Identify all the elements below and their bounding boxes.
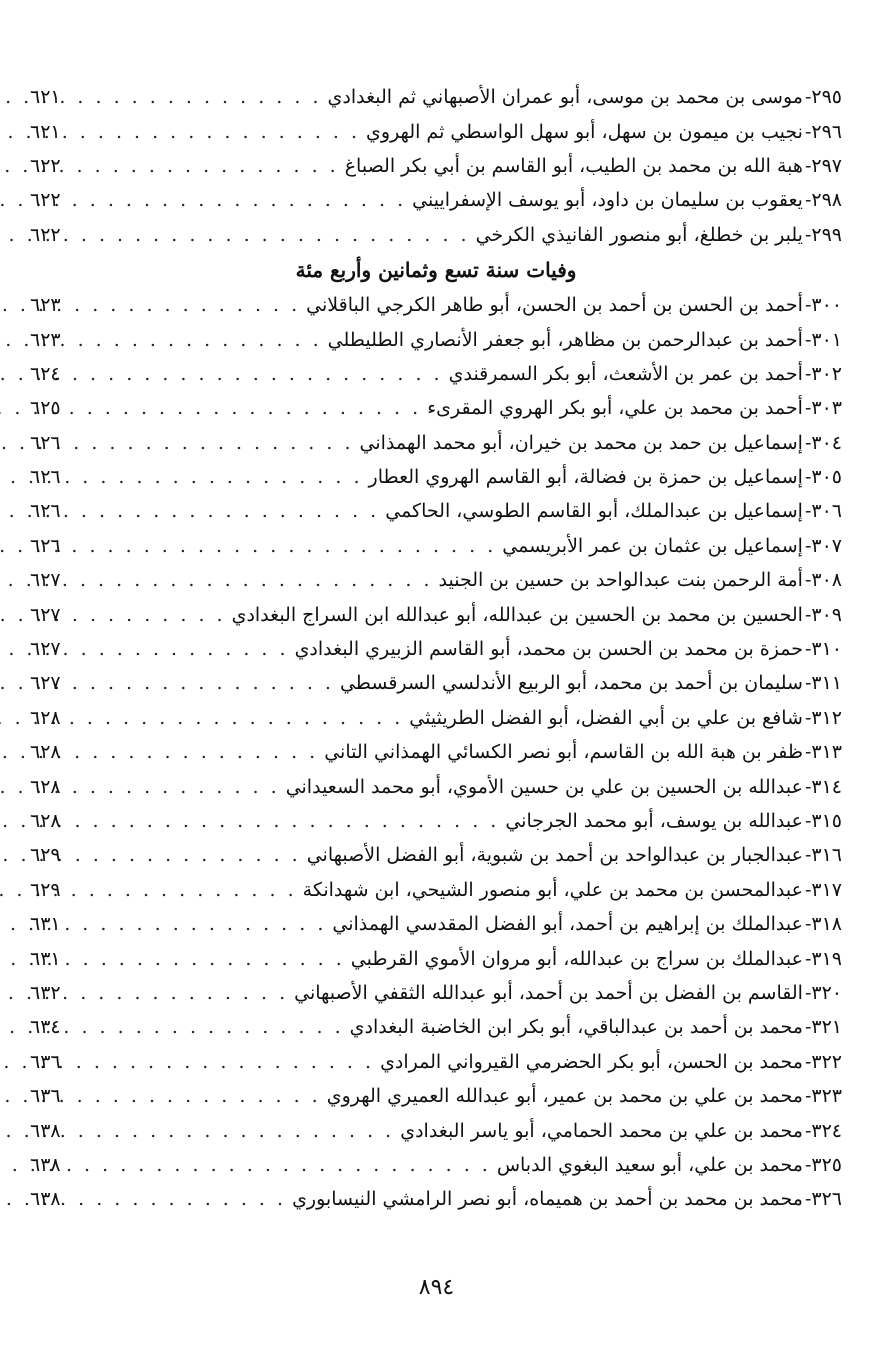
toc-entry (30, 183, 842, 217)
entry-page-number: ٦٢٧ (30, 569, 61, 592)
entry-title: إسماعيل بن حمزة بن فضالة، أبو القاسم الهروي العطار (368, 466, 803, 489)
dot-leader (82, 810, 499, 832)
dot-leader (82, 155, 339, 177)
entry-page-number: ٦٣٨ (30, 1119, 61, 1142)
entry-number: ٣٢٦- (804, 1188, 842, 1211)
entry-page-number: ٦٢١ (30, 86, 61, 109)
table-of-contents (30, 80, 842, 1217)
toc-entry (30, 838, 842, 872)
toc-entry (30, 769, 842, 803)
entry-title: إسماعيل بن حمد بن محمد بن خيران، أبو محمد الهمذاني (359, 431, 803, 454)
entry-title: محمد بن علي، أبو سعيد البغوي الدباس (496, 1153, 803, 1176)
toc-entry (30, 460, 842, 494)
toc-entry (30, 288, 842, 322)
entry-page-number: ٦٢٨ (30, 775, 61, 798)
entry-title: يلبر بن خطلغ، أبو منصور الفانيذي الكرخي (475, 223, 803, 246)
entries-bottom-list (30, 288, 842, 1217)
entry-title: ظفر بن هبة الله بن القاسم، أبو نصر الكسائي الهمذاني التاني (324, 741, 803, 764)
entry-number: ٣٢٤- (804, 1119, 842, 1142)
toc-entry (30, 494, 842, 528)
entry-number: ٣٠١- (804, 328, 842, 351)
toc-entry (30, 218, 842, 252)
entry-number: ٣١٢- (804, 706, 842, 729)
entry-title: عبدالجبار بن عبدالواحد بن أحمد بن شبوية، أبو الفضل الأصبهاني (306, 844, 803, 867)
entry-page-number: ٦٣١ (30, 913, 61, 936)
toc-entry (30, 1079, 842, 1113)
entry-title: أحمد بن محمد بن علي، أبو بكر الهروي المقرىء (427, 397, 803, 420)
entry-page-number: ٦٢١ (30, 120, 61, 143)
entry-title: أحمد بن الحسن بن أحمد بن الحسن، أبو طاهر الكرجي الباقلاني (306, 294, 803, 317)
entry-title: نجيب بن ميمون بن سهل، أبو سهل الواسطي ثم الهروي (366, 120, 803, 143)
entry-title: أمة الرحمن بنت عبدالواحد بن حسين بن الجنيد (438, 569, 803, 592)
entry-number: ٣٠٣- (804, 397, 842, 420)
entry-number: ٣١٥- (804, 810, 842, 832)
entry-page-number: ٦٢٩ (30, 844, 61, 867)
entry-page-number: ٦٣١ (30, 947, 61, 970)
dot-leader (82, 1016, 344, 1038)
entry-number: ٢٩٦- (804, 120, 842, 143)
entry-page-number: ٦٢٨ (30, 706, 61, 729)
entry-title: هبة الله بن محمد بن الطيب، أبو القاسم بن أبي بكر الصباغ (344, 154, 803, 177)
entry-title: القاسم بن الفضل بن أحمد بن أحمد، أبو عبدالله الثقفي الأصبهاني (294, 981, 803, 1004)
toc-entry (30, 941, 842, 975)
entry-page-number: ٦٢٣ (30, 294, 61, 317)
toc-entry (30, 735, 842, 769)
entry-number: ٣١١- (804, 672, 842, 695)
entry-title: إسماعيل بن عثمان بن عمر الأبريسمي (502, 534, 803, 557)
entry-number: ٣١٣- (804, 741, 842, 764)
entry-number: ٣٢١- (804, 1016, 842, 1039)
entry-title: أحمد بن عمر بن الأشعث، أبو بكر السمرقندي (448, 362, 803, 385)
entry-page-number: ٦٢٨ (30, 810, 61, 832)
entry-title: عبدالملك بن إبراهيم بن أحمد، أبو الفضل المقدسي الهمذاني (332, 913, 803, 936)
toc-entry (30, 529, 842, 563)
toc-entry (30, 701, 842, 735)
entry-number: ٣١٩- (804, 947, 842, 970)
entry-title: محمد بن علي بن محمد الحمامي، أبو ياسر البغدادي (400, 1119, 803, 1142)
entry-title: سليمان بن أحمد بن محمد، أبو الربيع الأندلسي السرقسطي (339, 672, 803, 695)
dot-leader (82, 121, 360, 143)
entry-page-number: ٦٢٦ (30, 466, 61, 489)
dot-leader (82, 535, 496, 557)
entry-number: ٣٠٥- (804, 466, 842, 489)
dot-leader (82, 189, 406, 211)
entry-number: ٢٩٨- (804, 189, 842, 212)
toc-entry (30, 1113, 842, 1147)
entry-number: ٣٢٥- (804, 1153, 842, 1176)
entry-title: شافع بن علي بن أبي الفضل، أبو الفضل الطريثيثي (409, 706, 803, 729)
entry-page-number: ٦٣٤ (30, 1016, 61, 1039)
entry-page-number: ٦٣٢ (30, 981, 61, 1004)
dot-leader (82, 741, 318, 763)
entry-page-number: ٦٣٦ (30, 1050, 61, 1073)
dot-leader (82, 466, 363, 488)
entry-title: إسماعيل بن عبدالملك، أبو القاسم الطوسي، الحاكمي (385, 500, 803, 523)
entry-number: ٣٠٠- (804, 294, 842, 317)
entry-page-number: ٦٢٢ (30, 223, 61, 246)
entry-page-number: ٦٣٨ (30, 1153, 61, 1176)
toc-entry (30, 597, 842, 631)
dot-leader (82, 982, 288, 1004)
entry-page-number: ٦٢٢ (30, 189, 61, 212)
dot-leader (82, 86, 322, 108)
entry-number: ٢٩٩- (804, 223, 842, 246)
section-heading: وفيات سنة تسع وثمانين وأربع مئة (295, 257, 577, 282)
dot-leader (82, 1154, 491, 1176)
toc-entry (30, 563, 842, 597)
dot-leader (82, 432, 354, 454)
page-number: ٨٩٤ (418, 1275, 455, 1300)
dot-leader (82, 397, 421, 419)
entry-number: ٣١٧- (804, 878, 842, 901)
dot-leader (82, 1051, 374, 1073)
toc-entry (30, 873, 842, 907)
entry-page-number: ٦٢٨ (30, 741, 61, 764)
dot-leader (82, 1188, 286, 1210)
dot-leader (82, 569, 433, 591)
dot-leader (82, 948, 345, 970)
entry-number: ٣١٦- (804, 844, 842, 867)
entry-number: ٣٠٨- (804, 569, 842, 592)
dot-leader (82, 1085, 321, 1107)
entry-title: يعقوب بن سليمان بن داود، أبو يوسف الإسفراييني (412, 189, 803, 212)
entry-number: ٣٠٤- (804, 431, 842, 454)
toc-entry (30, 149, 842, 183)
entry-number: ٢٩٥- (804, 86, 842, 109)
toc-entry (30, 666, 842, 700)
toc-entry (30, 114, 842, 148)
entry-page-number: ٦٢٤ (30, 362, 61, 385)
toc-entry (30, 426, 842, 460)
entry-number: ٣١٨- (804, 913, 842, 936)
entry-number: ٣١٤- (804, 775, 842, 798)
dot-leader (82, 1120, 394, 1142)
entry-page-number: ٦٢٦ (30, 534, 61, 557)
toc-entry (30, 391, 842, 425)
dot-leader (82, 294, 300, 316)
dot-leader (82, 363, 443, 385)
entry-page-number: ٦٢٥ (30, 397, 61, 420)
entry-title: محمد بن الحسن، أبو بكر الحضرمي القيرواني المرادي (380, 1050, 803, 1073)
dot-leader (82, 844, 301, 866)
entries-top-list (30, 80, 842, 252)
toc-entry (30, 976, 842, 1010)
entry-title: عبدالله بن الحسين بن علي بن حسين الأموي، أبو محمد السعيداني (285, 775, 803, 798)
entry-title: عبدالمحسن بن محمد بن علي، أبو منصور الشيحي، ابن شهدانكة (302, 878, 803, 901)
entry-number: ٣٢٠- (804, 981, 842, 1004)
entry-number: ٢٩٧- (804, 154, 842, 177)
toc-entry (30, 632, 842, 666)
toc-entry (30, 1148, 842, 1182)
entry-page-number: ٦٢٧ (30, 603, 61, 626)
entry-page-number: ٦٢٦ (30, 500, 61, 523)
toc-entry (30, 1045, 842, 1079)
dot-leader (82, 638, 289, 660)
toc-entry (30, 804, 842, 838)
dot-leader (82, 604, 226, 626)
entry-number: ٣١٠- (804, 638, 842, 661)
toc-entry (30, 80, 842, 114)
dot-leader (82, 707, 403, 729)
entry-number: ٣٢٢- (804, 1050, 842, 1073)
entry-number: ٣٠٧- (804, 534, 842, 557)
entry-title: الحسين بن محمد بن الحسين بن عبدالله، أبو عبدالله ابن السراج البغدادي (231, 603, 803, 626)
dot-leader (82, 913, 326, 935)
entry-number: ٣٠٦- (804, 500, 842, 523)
entry-page-number: ٦٢٦ (30, 431, 61, 454)
entry-title: أحمد بن عبدالرحمن بن مظاهر، أبو جعفر الأنصاري الطليطلي (327, 328, 803, 351)
toc-entry (30, 322, 842, 356)
entry-page-number: ٦٣٨ (30, 1188, 61, 1211)
dot-leader (82, 329, 322, 351)
entry-title: موسى بن محمد بن موسى، أبو عمران الأصبهاني ثم البغدادي (327, 86, 803, 109)
entry-title: محمد بن علي بن محمد بن عمير، أبو عبدالله العميري الهروي (326, 1085, 803, 1108)
entry-number: ٣٢٣- (804, 1085, 842, 1108)
toc-entry (30, 907, 842, 941)
dot-leader (82, 879, 297, 901)
entry-title: حمزة بن محمد بن الحسن بن محمد، أبو القاسم الزبيري البغدادي (294, 638, 803, 661)
entry-page-number: ٦٢٢ (30, 154, 61, 177)
entry-page-number: ٦٢٧ (30, 672, 61, 695)
toc-entry (30, 357, 842, 391)
entry-title: عبدالملك بن سراج بن عبدالله، أبو مروان الأموي القرطبي (350, 947, 803, 970)
entry-page-number: ٦٢٣ (30, 328, 61, 351)
dot-leader (82, 224, 470, 246)
entry-title: عبدالله بن يوسف، أبو محمد الجرجاني (505, 810, 803, 832)
toc-entry (30, 1182, 842, 1216)
toc-entry (30, 1010, 842, 1044)
dot-leader (82, 672, 334, 694)
entry-page-number: ٦٣٦ (30, 1085, 61, 1108)
entry-number: ٣٠٢- (804, 362, 842, 385)
entry-page-number: ٦٢٩ (30, 878, 61, 901)
entry-page-number: ٦٢٧ (30, 638, 61, 661)
dot-leader (82, 776, 280, 798)
dot-leader (82, 500, 379, 522)
entry-title: محمد بن محمد بن أحمد بن هميماه، أبو نصر الرامشي النيسابوري (292, 1188, 803, 1211)
entry-number: ٣٠٩- (804, 603, 842, 626)
entry-title: محمد بن أحمد بن عبدالباقي، أبو بكر ابن الخاضبة البغدادي (349, 1016, 803, 1039)
